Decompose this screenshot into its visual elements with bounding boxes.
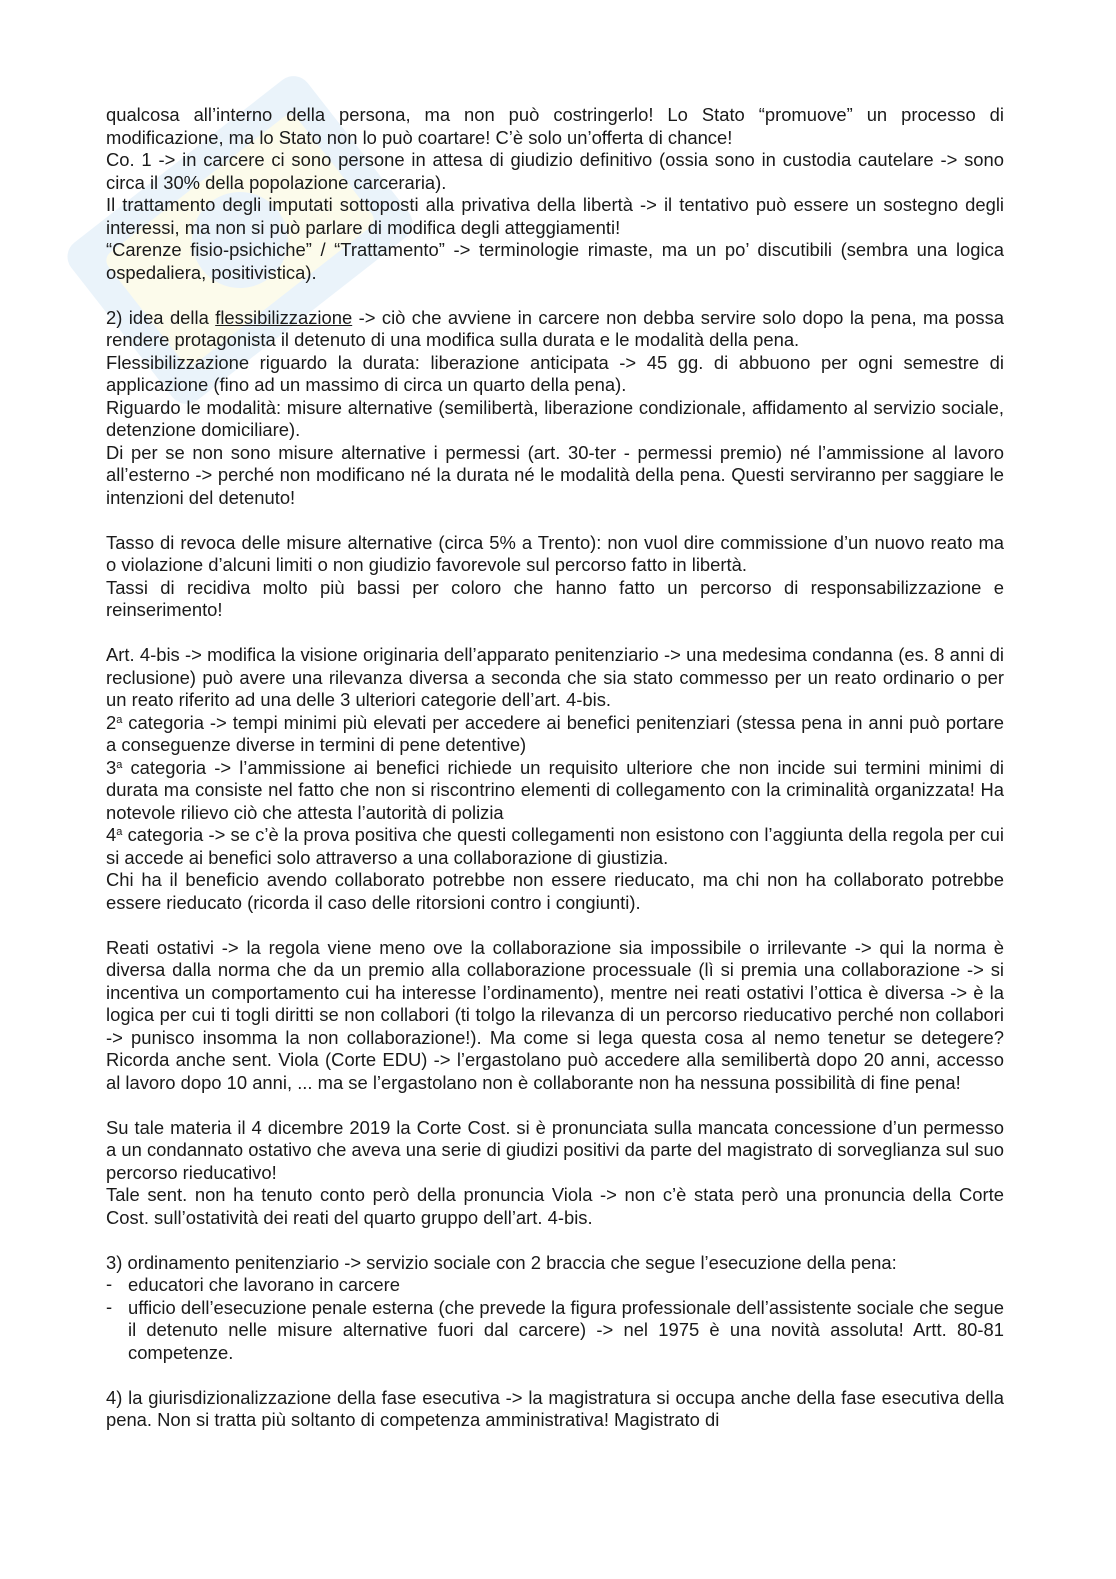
paragraph: Di per se non sono misure alternative i permessi (art. 30-ter - permessi premio) né l’ammissione al lavoro all’esterno -> perché non modificano né la durata né le modalità della pena. Questi serviranno per saggiare le intenzioni del detenuto! (106, 441, 1004, 508)
document-page (106, 104, 1004, 1432)
paragraph: 3) ordinamento penitenziario -> servizio sociale con 2 braccia che segue l’esecuzione della pena: (106, 1251, 897, 1273)
paragraph: qualcosa all’interno della persona, ma non può costringerlo! Lo Stato “promuove” un processo di modificazione, ma lo Stato non lo può coartare! C’è solo un’offerta di chance! (106, 104, 1004, 148)
paragraph: Reati ostativi -> la regola viene meno ove la collaborazione sia impossibile o irrilevante -> qui la norma è diversa dalla norma che da un premio alla collaborazione processuale (lì si premia una collaborazione -> si incentiva un comportamento cui ha interesse l’ordinamento), mentre nei reati ostativi l’ottica è diversa -> è la logica per cui ti togli diritti se non collabori (ti tolgo la rilevanza di un percorso rieducativo perché non collabori -> punisco insomma la non collaborazione!). Ma come si lega questa cosa al nemo tenetur se detegere? Ricorda anche sent. Viola (Corte EDU) -> l’ergastolano può accedere alla semilibertà dopo 20 anni, accesso al lavoro dopo 10 anni, ... ma se l’ergastolano non è collaborante non ha nessuna possibilità di fine pena! (106, 936, 1004, 1093)
paragraph: 3$^a$ categoria -> l’ammissione ai benefici richiede un requisito ulteriore che non incide sui termini minimi di durata ma consiste nel fatto che non si riscontrino elementi di collegamento con la criminalità organizzata! Ha notevole rilievo ciò che attesta l’autorità di polizia (106, 756, 1004, 823)
list-item: - ufficio dell’esecuzione penale esterna (che prevede la figura professionale dell’assistente sociale che segue il detenuto nelle misure alternative fuori dal carcere) -> nel 1975 è una novità assoluta! Artt. 80-81 competenze. (106, 1297, 1004, 1365)
paragraph: 4) la giurisdizionalizzazione della fase esecutiva -> la magistratura si occupa anche della fase esecutiva della pena. Non si tratta più soltanto di competenza amministrativa! Magistrato di (106, 1386, 1004, 1430)
list-item: - educatori che lavorano in carcere (106, 1274, 1004, 1297)
paragraph: Chi ha il beneficio avendo collaborato potrebbe non essere rieducato, ma chi non ha collaborato potrebbe essere rieducato (ricorda il caso delle ritorsioni contro i congiunti). (106, 869, 1004, 913)
paragraph: Riguardo le modalità: misure alternative (semilibertà, liberazione condizionale, affidamento al servizio sociale, detenzione domiciliare). (106, 396, 1004, 440)
paragraph: 4$^a$ categoria -> se c’è la prova positiva che questi collegamenti non esistono con l’aggiunta della regola per cui si accede ai benefici solo attraverso a una collaborazione di giustizia. (106, 824, 1004, 868)
paragraph: Art. 4-bis -> modifica la visione originaria dell’apparato penitenziario -> una medesima condanna (es. 8 anni di reclusione) può avere una rilevanza diversa a seconda che sia stato commesso per un reato ordinario o per un reato riferito ad una delle 3 ulteriori categorie dell’art. 4-bis. (106, 644, 1004, 710)
paragraph: Co. 1 -> in carcere ci sono persone in attesa di giudizio definitivo (ossia sono in custodia cautelare -> sono circa il 30% della popolazione carceraria). (106, 149, 1004, 193)
paragraph: Tale sent. non ha tenuto conto però della pronuncia Viola -> non c’è stata però una pronuncia della Corte Cost. sull’ostatività dei reati del quarto gruppo dell’art. 4-bis. (106, 1184, 1004, 1228)
underlined-term: flessibilizzazione (215, 306, 353, 328)
paragraph: 2) idea della flessibilizzazione -> ciò che avviene in carcere non debba servire solo dopo la pena, ma possa rendere protagonista il detenuto di una modifica sulla durata e le modalità della pena. (106, 306, 1004, 350)
paragraph: Su tale materia il 4 dicembre 2019 la Corte Cost. si è pronunciata sulla mancata concessione d’un permesso a un condannato ostativo che aveva una serie di giudizi positivi da parte del magistrato di sorveglianza sul suo percorso rieducativo! (106, 1116, 1004, 1183)
bullet-list (106, 1274, 1004, 1364)
paragraph: Flessibilizzazione riguardo la durata: liberazione anticipata -> 45 gg. di abbuono per ogni semestre di applicazione (fino ad un massimo di circa un quarto della pena). (106, 351, 1004, 395)
paragraph: “Carenze fisio-psichiche” / “Trattamento” -> terminologie rimaste, ma un po’ discutibili (sembra una logica ospedaliera, positivistica). (106, 239, 1004, 283)
paragraph: 2$^a$ categoria -> tempi minimi più elevati per accedere ai benefici penitenziari (stessa pena in anni può portare a conseguenze diverse in termini di pene detentive) (106, 711, 1004, 755)
paragraph: Tassi di recidiva molto più bassi per coloro che hanno fatto un percorso di responsabilizzazione e reinserimento! (106, 576, 1004, 620)
paragraph: Il trattamento degli imputati sottoposti alla privativa della libertà -> il tentativo può essere un sostegno degli interessi, ma non si può parlare di modifica degli atteggiamenti! (106, 194, 1004, 238)
paragraph: Tasso di revoca delle misure alternative (circa 5% a Trento): non vuol dire commissione d’un nuovo reato ma o violazione d’alcuni limiti o non giudizio favorevole sul percorso fatto in libertà. (106, 531, 1004, 575)
